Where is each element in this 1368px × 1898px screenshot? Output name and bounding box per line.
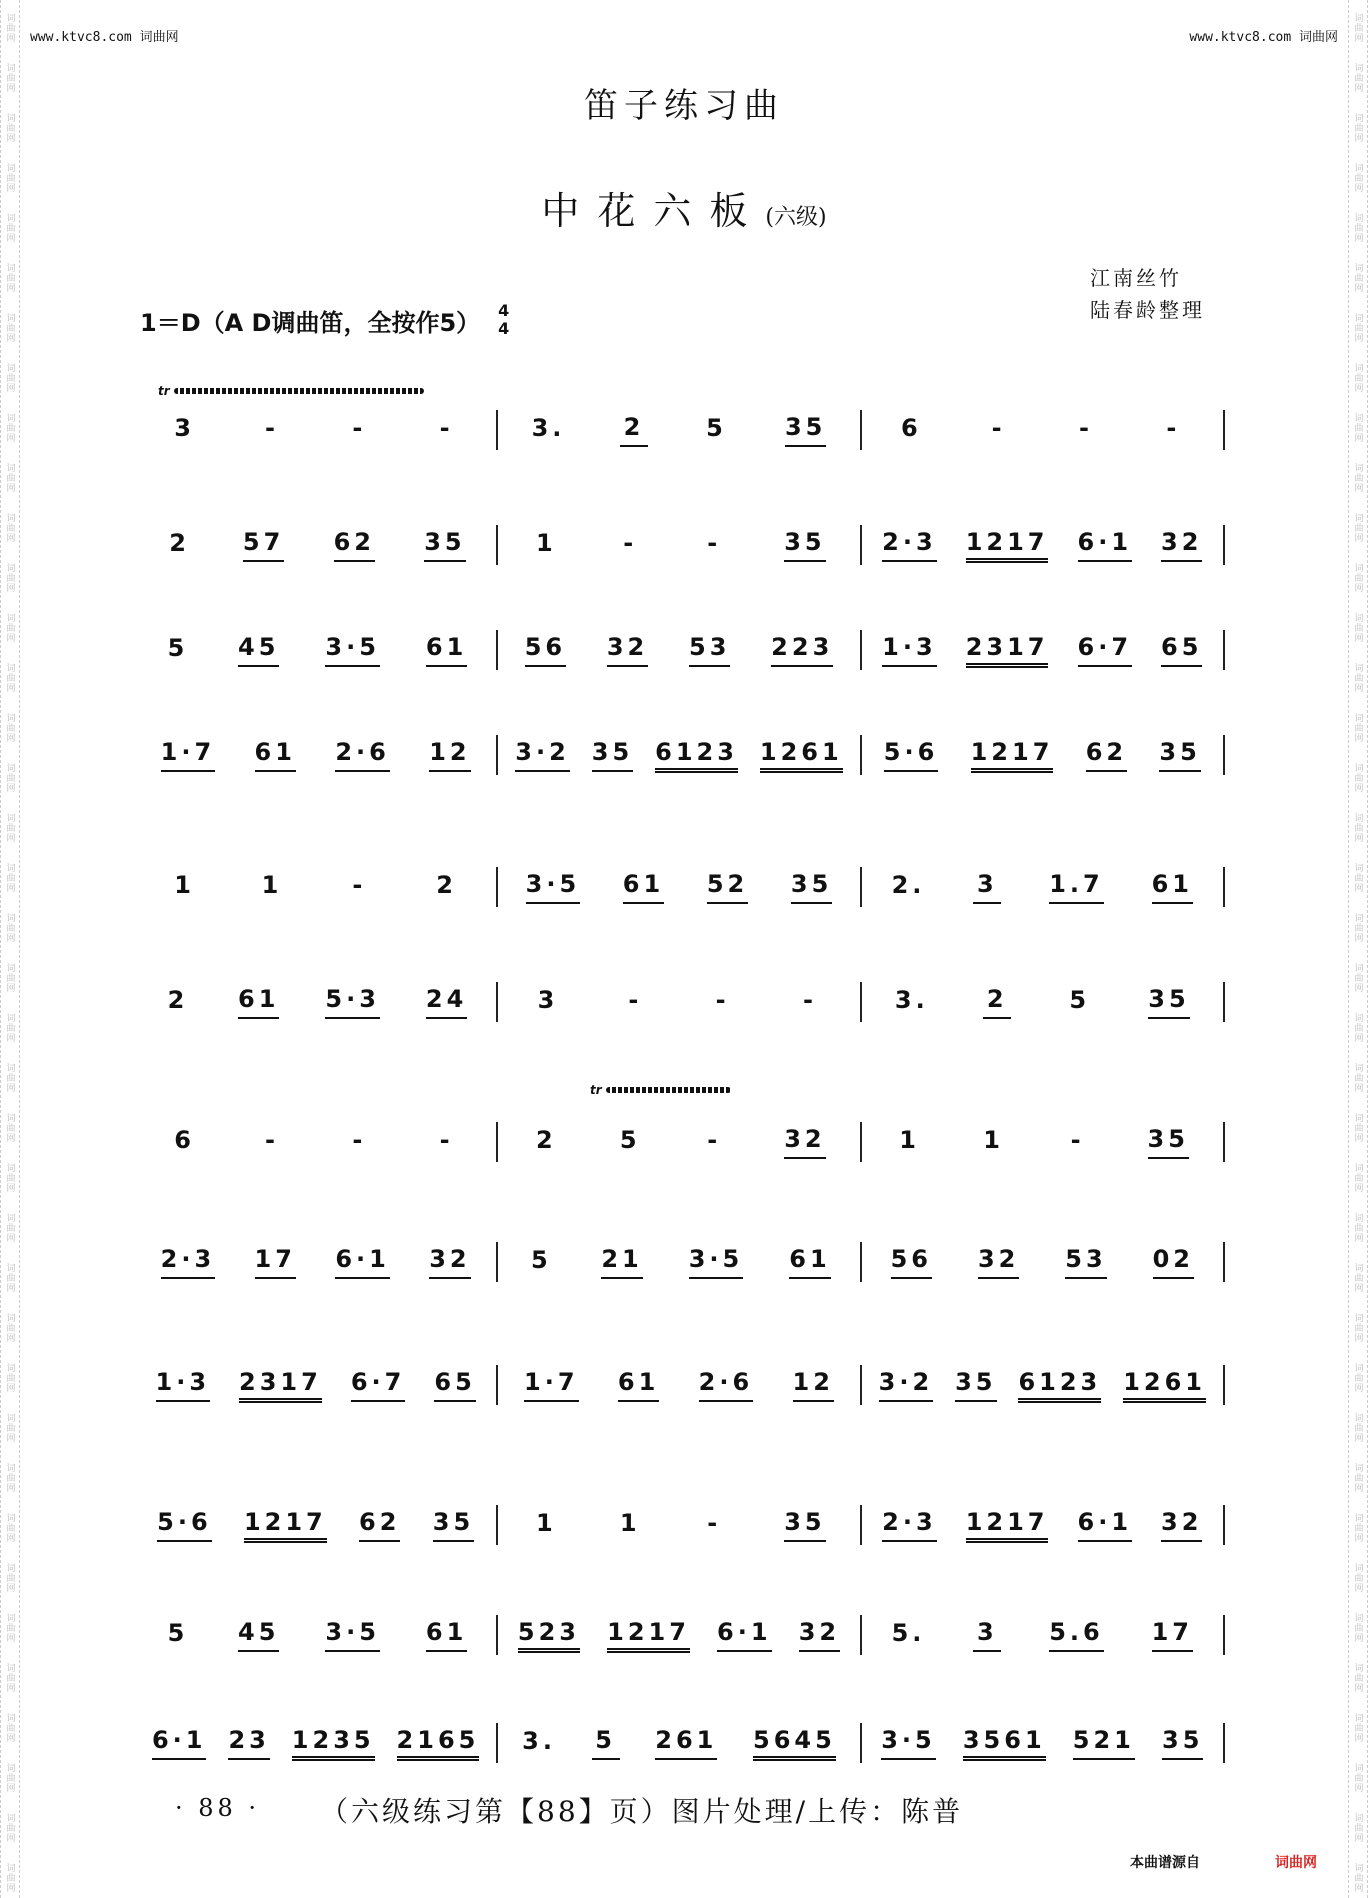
note: - [439, 414, 454, 442]
note: 1 [535, 529, 557, 557]
note: 35 [592, 738, 633, 772]
note: 3·5 [325, 1618, 380, 1652]
note: 1217 [966, 1508, 1049, 1543]
edge-watermark-mark: 词曲网 [1354, 1214, 1364, 1244]
edge-watermark-mark: 词曲网 [1354, 964, 1364, 994]
edge-watermark-mark: 词曲网 [1354, 1514, 1364, 1544]
note: 1.7 [1049, 870, 1104, 904]
note: 32 [978, 1245, 1019, 1279]
note: 5 [706, 414, 727, 442]
note: 35 [1148, 1125, 1189, 1159]
edge-watermark-mark: 词曲网 [1354, 1664, 1364, 1694]
measure [498, 1723, 861, 1763]
edge-watermark-mark: 词曲网 [1354, 14, 1364, 44]
note: 5 [1069, 986, 1091, 1014]
notation-line [135, 405, 1225, 455]
note: - [707, 529, 722, 557]
edge-watermark-mark: 词曲网 [6, 764, 16, 794]
note: 6·1 [335, 1245, 390, 1279]
measure [135, 735, 498, 775]
measure [862, 867, 1225, 907]
edge-watermark-mark: 词曲网 [6, 1464, 16, 1494]
edge-watermark-mark: 词曲网 [6, 314, 16, 344]
notation-line [135, 625, 1225, 675]
measure [862, 1122, 1225, 1162]
credit-origin: 江南丝竹 [1090, 266, 1182, 290]
note: 45 [238, 1618, 279, 1652]
edge-watermark-mark: 词曲网 [1354, 1064, 1364, 1094]
key-label: 1＝D（A D调曲笛，全按作5） [140, 308, 481, 337]
edge-watermark-mark: 词曲网 [6, 1114, 16, 1144]
edge-watermark-mark: 词曲网 [1354, 864, 1364, 894]
notation-line [135, 1718, 1225, 1768]
edge-watermark-mark: 词曲网 [1354, 1314, 1364, 1344]
measure [498, 525, 861, 565]
note: 35 [784, 528, 825, 562]
note: 45 [238, 633, 279, 667]
measure [862, 630, 1225, 670]
note: 61 [789, 1245, 830, 1279]
measure [498, 982, 861, 1022]
note: 1261 [1123, 1368, 1206, 1403]
note: 2317 [966, 633, 1049, 668]
trill-label: tr [590, 1083, 602, 1097]
note: 1 [899, 1126, 920, 1154]
edge-watermark-mark: 词曲网 [6, 1164, 16, 1194]
note: 6 [900, 414, 922, 442]
note: 3. [531, 414, 566, 442]
edge-watermark-mark: 词曲网 [1354, 364, 1364, 394]
notation-line [135, 730, 1225, 780]
measure [862, 1505, 1225, 1545]
measure [135, 525, 498, 565]
edge-watermark-mark: 词曲网 [6, 1514, 16, 1544]
note: 3561 [963, 1726, 1046, 1761]
edge-watermark-mark: 词曲网 [1354, 1814, 1364, 1844]
page-number: · 88 · [175, 1794, 261, 1822]
note: 35 [1162, 1726, 1203, 1760]
edge-watermark-mark: 词曲网 [1354, 814, 1364, 844]
source-brand-link[interactable]: 词曲网 [1275, 1855, 1317, 1871]
song-level: (六级) [765, 205, 827, 230]
note: - [352, 871, 367, 899]
note: - [623, 529, 638, 557]
note: - [1078, 414, 1093, 442]
note: - [707, 1126, 722, 1154]
edge-watermark-mark: 词曲网 [6, 214, 16, 244]
note: - [352, 414, 367, 442]
note: 1 [535, 1509, 557, 1537]
edge-watermark-mark: 词曲网 [6, 614, 16, 644]
edge-watermark-mark: 词曲网 [6, 514, 16, 544]
note: 32 [1161, 1508, 1202, 1542]
edge-watermark-mark: 词曲网 [1354, 764, 1364, 794]
note: 523 [518, 1618, 580, 1653]
measure [135, 1723, 498, 1763]
note: 12 [793, 1368, 834, 1402]
edge-watermark-mark: 词曲网 [6, 464, 16, 494]
edge-watermark-mark: 词曲网 [6, 1364, 16, 1394]
note: 3·5 [325, 633, 380, 667]
note: 61 [238, 985, 279, 1019]
notation-line [135, 1500, 1225, 1550]
note: - [439, 1126, 454, 1154]
measure [498, 1122, 861, 1162]
note: 3 [174, 414, 195, 442]
note: 1261 [760, 738, 843, 773]
edge-watermark-mark: 词曲网 [6, 1614, 16, 1644]
note: 35 [955, 1368, 996, 1402]
note: 2 [169, 529, 190, 557]
note: 2. [891, 871, 926, 899]
note: 3·2 [879, 1368, 934, 1402]
note: 35 [433, 1508, 474, 1542]
edge-watermark-mark: 词曲网 [6, 1264, 16, 1294]
note: 17 [255, 1245, 296, 1279]
note: - [1070, 1126, 1085, 1154]
note: 2 [436, 871, 457, 899]
note: - [1166, 414, 1181, 442]
note: 56 [525, 633, 566, 667]
note: 23 [228, 1726, 269, 1760]
note: 35 [1148, 985, 1189, 1019]
note: 24 [426, 985, 467, 1019]
edge-watermark-mark: 词曲网 [6, 1764, 16, 1794]
note: 32 [784, 1125, 825, 1159]
note: 2 [535, 1126, 557, 1154]
note: 57 [243, 528, 284, 562]
edge-watermark-mark: 词曲网 [6, 414, 16, 444]
site-url-right[interactable]: www.ktvc8.com 词曲网 [1189, 30, 1338, 45]
measure [498, 735, 861, 775]
note: 5 [530, 1246, 552, 1274]
site-url-left[interactable]: www.ktvc8.com 词曲网 [30, 30, 179, 45]
time-signature-bottom: 4 [498, 319, 510, 338]
measure [862, 1723, 1225, 1763]
song-name: 中花六板 [541, 189, 766, 233]
note: 3·5 [881, 1726, 936, 1760]
edge-watermark-mark: 词曲网 [6, 864, 16, 894]
edge-watermark-mark: 词曲网 [6, 1714, 16, 1744]
note: 521 [1073, 1726, 1135, 1760]
note: 3. [894, 986, 929, 1014]
note: 5·6 [884, 738, 939, 772]
edge-watermark-mark: 词曲网 [6, 1664, 16, 1694]
measure [135, 1242, 498, 1282]
measure [498, 1242, 861, 1282]
note: 1 [619, 1509, 641, 1537]
note: 6·1 [1078, 528, 1133, 562]
trill-label: tr [158, 384, 170, 398]
note: 3 [537, 986, 559, 1014]
edge-watermark-mark: 词曲网 [1354, 214, 1364, 244]
note: 61 [426, 633, 467, 667]
note: 1217 [971, 738, 1054, 773]
note: 5.6 [1049, 1618, 1104, 1652]
note: 6123 [655, 738, 738, 773]
measure [498, 1505, 861, 1545]
note: 52 [707, 870, 748, 904]
measure [862, 525, 1225, 565]
note: 32 [429, 1245, 470, 1279]
edge-watermark-mark: 词曲网 [6, 164, 16, 194]
edge-watermark-mark: 词曲网 [1354, 664, 1364, 694]
note: 3·2 [515, 738, 570, 772]
edge-watermark-mark: 词曲网 [6, 1014, 16, 1044]
measure [498, 630, 861, 670]
notation-line [135, 977, 1225, 1027]
edge-watermark-mark: 词曲网 [1354, 464, 1364, 494]
note: 21 [601, 1245, 642, 1279]
note: 1 [174, 871, 195, 899]
note: 1·7 [524, 1368, 579, 1402]
edge-watermark-mark: 词曲网 [1354, 1114, 1364, 1144]
edge-watermark-mark: 词曲网 [6, 1314, 16, 1344]
note: 32 [799, 1618, 840, 1652]
note: 5. [891, 1619, 926, 1647]
note: 6 [174, 1126, 195, 1154]
edge-watermark-mark: 词曲网 [6, 714, 16, 744]
measure [862, 1365, 1225, 1405]
edge-watermark-mark: 词曲网 [1354, 164, 1364, 194]
edge-watermark-mark: 词曲网 [6, 1214, 16, 1244]
note: 61 [426, 1618, 467, 1652]
edge-watermark-mark: 词曲网 [1354, 414, 1364, 444]
note: 53 [1065, 1245, 1106, 1279]
note: - [802, 986, 817, 1014]
note: 3·5 [689, 1245, 744, 1279]
note: 1217 [607, 1618, 690, 1653]
edge-watermark-mark: 词曲网 [1354, 1014, 1364, 1044]
edge-watermark-mark: 词曲网 [1354, 1364, 1364, 1394]
notation-line [135, 520, 1225, 570]
note: 56 [891, 1245, 932, 1279]
note: 61 [255, 738, 296, 772]
edge-watermark-mark: 词曲网 [6, 814, 16, 844]
note: 2 [983, 985, 1011, 1019]
note: 35 [424, 528, 465, 562]
note: 1·3 [156, 1368, 211, 1402]
note: - [707, 1509, 722, 1537]
note: 6·7 [351, 1368, 406, 1402]
note: 2165 [397, 1726, 480, 1761]
edge-watermark-mark: 词曲网 [6, 564, 16, 594]
measure [135, 867, 498, 907]
note: 1·7 [161, 738, 216, 772]
note: 35 [785, 413, 826, 447]
note: 5 [619, 1126, 641, 1154]
note: 2·6 [335, 738, 390, 772]
measure [135, 982, 498, 1022]
note: 62 [334, 528, 375, 562]
measure [135, 1365, 498, 1405]
edge-watermark-mark: 词曲网 [1354, 1414, 1364, 1444]
measure [135, 1615, 498, 1655]
edge-watermark-mark: 词曲网 [1354, 1864, 1364, 1894]
edge-watermark-mark: 词曲网 [1354, 564, 1364, 594]
note: 1 [983, 1126, 1004, 1154]
note: 1235 [292, 1726, 375, 1761]
note: 32 [1161, 528, 1202, 562]
measure [135, 1122, 498, 1162]
note: 12 [429, 738, 470, 772]
measure [135, 630, 498, 670]
note: 17 [1152, 1618, 1193, 1652]
edge-watermark-mark: 词曲网 [1354, 614, 1364, 644]
edge-watermark-mark: 词曲网 [1354, 1764, 1364, 1794]
note: 35 [784, 1508, 825, 1542]
note: - [352, 1126, 367, 1154]
edge-watermark-mark: 词曲网 [6, 64, 16, 94]
note: 3·5 [526, 870, 581, 904]
measure [498, 1615, 861, 1655]
note: 3 [973, 870, 1001, 904]
note: 35 [791, 870, 832, 904]
note: 5 [167, 634, 189, 662]
note: 2 [620, 413, 648, 447]
note: 61 [618, 1368, 659, 1402]
edge-watermark-mark: 词曲网 [1354, 714, 1364, 744]
edge-watermark-mark: 词曲网 [1354, 264, 1364, 294]
note: 5 [592, 1726, 620, 1760]
note: 5645 [753, 1726, 836, 1761]
note: 32 [607, 633, 648, 667]
notation-line [135, 1237, 1225, 1287]
edge-watermark-mark: 词曲网 [1354, 114, 1364, 144]
edge-watermark-mark: 词曲网 [1354, 1464, 1364, 1494]
note: - [265, 1126, 279, 1154]
measure [862, 735, 1225, 775]
measure [862, 1242, 1225, 1282]
note: 6·1 [152, 1726, 207, 1760]
note: 2·3 [882, 1508, 937, 1542]
edge-watermark-mark: 词曲网 [1354, 314, 1364, 344]
note: 3. [522, 1727, 556, 1755]
note: 2·3 [161, 1245, 216, 1279]
note: 5 [167, 1619, 189, 1647]
note: 6·1 [717, 1618, 772, 1652]
note: 1·3 [882, 633, 937, 667]
edge-watermark-mark: 词曲网 [6, 1064, 16, 1094]
edge-watermark-mark: 词曲网 [1354, 1714, 1364, 1744]
time-signature-top: 4 [498, 301, 510, 320]
note: 61 [1152, 870, 1193, 904]
measure [135, 410, 498, 450]
measure [498, 867, 861, 907]
page-title: 笛子练习曲 [584, 86, 784, 126]
measure [862, 410, 1225, 450]
edge-watermark-mark: 词曲网 [6, 264, 16, 294]
notation-line [135, 862, 1225, 912]
note: 1217 [966, 528, 1049, 563]
note: 2·3 [882, 528, 937, 562]
note: - [991, 414, 1006, 442]
measure [862, 982, 1225, 1022]
note: 02 [1153, 1245, 1194, 1279]
note: 2317 [239, 1368, 322, 1403]
note: 5·3 [325, 985, 380, 1019]
note: 62 [359, 1508, 400, 1542]
edge-watermark-mark: 词曲网 [1354, 514, 1364, 544]
footer-caption: （六级练习第【88】页）图片处理/上传：陈普 [320, 1795, 964, 1828]
note: 6·7 [1078, 633, 1133, 667]
edge-watermark-mark: 词曲网 [6, 1414, 16, 1444]
measure [862, 1615, 1225, 1655]
note: 6·1 [1078, 1508, 1133, 1542]
note: - [715, 986, 730, 1014]
note: 65 [434, 1368, 475, 1402]
note: - [265, 414, 279, 442]
note: 2·6 [699, 1368, 754, 1402]
edge-watermark-mark: 词曲网 [1354, 64, 1364, 94]
note: 223 [771, 633, 833, 667]
edge-watermark-mark: 词曲网 [1354, 914, 1364, 944]
edge-watermark-mark: 词曲网 [6, 664, 16, 694]
edge-watermark-mark: 词曲网 [6, 1814, 16, 1844]
note: - [628, 986, 643, 1014]
note: 61 [623, 870, 664, 904]
note: 65 [1161, 633, 1202, 667]
note: 1 [261, 871, 283, 899]
edge-watermark-mark: 词曲网 [1354, 1564, 1364, 1594]
note: 62 [1086, 738, 1127, 772]
note: 5·6 [157, 1508, 212, 1542]
credit-arranger: 陆春龄整理 [1090, 298, 1205, 322]
edge-watermark-mark: 词曲网 [6, 364, 16, 394]
source-label: 本曲谱源自 [1130, 1855, 1200, 1871]
edge-watermark-mark: 词曲网 [1354, 1164, 1364, 1194]
edge-watermark-mark: 词曲网 [6, 114, 16, 144]
note: 6123 [1018, 1368, 1101, 1403]
note: 1217 [244, 1508, 327, 1543]
edge-watermark-mark: 词曲网 [6, 1564, 16, 1594]
measure [498, 1365, 861, 1405]
measure [135, 1505, 498, 1545]
note: 261 [655, 1726, 717, 1760]
edge-watermark-mark: 词曲网 [6, 1864, 16, 1894]
edge-watermark-mark: 词曲网 [6, 964, 16, 994]
edge-watermark-mark: 词曲网 [1354, 1614, 1364, 1644]
edge-watermark-mark: 词曲网 [1354, 1264, 1364, 1294]
note: 3 [973, 1618, 1001, 1652]
edge-watermark-mark: 词曲网 [6, 14, 16, 44]
notation-line [135, 1610, 1225, 1660]
notation-line [135, 1117, 1225, 1167]
note: 53 [689, 633, 730, 667]
note: 2 [167, 986, 189, 1014]
measure [498, 410, 861, 450]
note: 35 [1159, 738, 1200, 772]
notation-line [135, 1360, 1225, 1410]
edge-watermark-mark: 词曲网 [6, 914, 16, 944]
